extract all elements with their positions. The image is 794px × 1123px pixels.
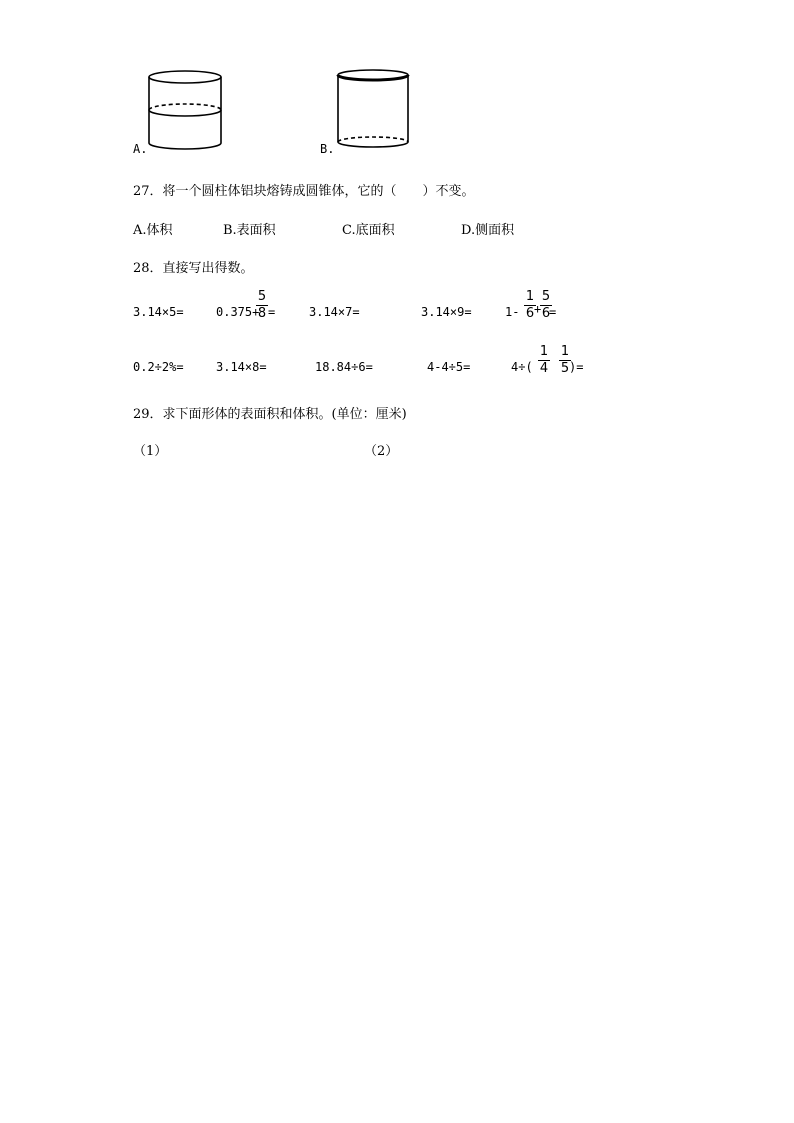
cylinder-figure-a [140, 66, 230, 156]
r1-expr-2-prefix: 0.375+ [216, 305, 260, 319]
question-28-text: 28．直接写出得数。 [133, 261, 254, 276]
r2-expr-3: 18.84÷6= [315, 360, 373, 374]
r1-expr-2-suffix: = [268, 305, 276, 319]
fraction-denominator: 6 [541, 306, 551, 321]
r1-expr-4: 3.14×9= [421, 305, 472, 319]
fraction-numerator: 1 [539, 344, 549, 359]
cylinder-figure-b [330, 66, 420, 156]
q27-option-a: A.体积 [133, 223, 173, 238]
option-a-label: A. [133, 142, 148, 156]
fraction-denominator: 5 [560, 361, 570, 376]
r2-expr-1: 0.2÷2%= [133, 360, 184, 374]
fraction-numerator: 1 [560, 344, 570, 359]
fraction-denominator: 6 [525, 306, 535, 321]
r2-expr-5-suffix: )= [569, 360, 584, 374]
question-29-text: 29．求下面形体的表面积和体积。(单位：厘米) [133, 407, 407, 422]
fraction-denominator: 8 [257, 306, 267, 321]
r1-expr-5-prefix: 1- [505, 305, 520, 319]
r2-expr-2: 3.14×8= [216, 360, 267, 374]
fraction-numerator: 1 [525, 289, 535, 304]
r1-expr-5-operator: + [534, 302, 542, 316]
r1-expr-2-fraction [256, 290, 268, 321]
fraction-numerator: 5 [257, 289, 267, 304]
q29-part-2-label: （2） [364, 444, 399, 459]
option-b-label: B. [320, 142, 335, 156]
r2-expr-4: 4-4÷5= [427, 360, 471, 374]
q29-part-1-label: （1） [133, 444, 168, 459]
q27-option-d: D.侧面积 [461, 223, 515, 238]
q27-option-c: C.底面积 [342, 223, 395, 238]
q27-option-b: B.表面积 [223, 223, 276, 238]
r2-expr-5-prefix: 4÷( [511, 360, 533, 374]
fraction-denominator: 4 [539, 361, 549, 376]
fraction-numerator: 5 [541, 289, 551, 304]
r1-expr-5-suffix: = [549, 305, 557, 319]
r1-expr-3: 3.14×7= [309, 305, 360, 319]
r2-expr-5-fraction-1 [538, 345, 550, 376]
r1-expr-1: 3.14×5= [133, 305, 184, 319]
question-27-text: 27．将一个圆柱体铝块熔铸成圆锥体，它的（ ）不变。 [133, 184, 475, 199]
